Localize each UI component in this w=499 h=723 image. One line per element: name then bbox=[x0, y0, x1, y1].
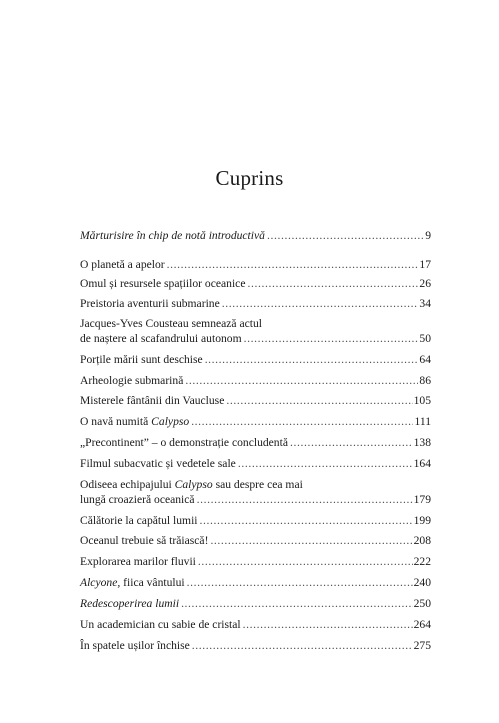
toc-entry[interactable] bbox=[80, 317, 431, 346]
dot-leader bbox=[192, 639, 413, 654]
entry-page-number: 26 bbox=[419, 277, 431, 290]
entry-page-number: 50 bbox=[419, 331, 431, 345]
dot-leader bbox=[244, 332, 419, 347]
dot-leader bbox=[238, 457, 413, 472]
toc-entry[interactable] bbox=[80, 277, 431, 292]
entry-title: Alcyone, fiica vântului bbox=[80, 576, 185, 589]
entry-title: Redescoperirea lumii bbox=[80, 597, 180, 610]
entry-title: O navă numită Calypso bbox=[80, 415, 190, 428]
toc-entry[interactable] bbox=[80, 478, 431, 507]
entry-title: de naștere al scafandrului autonom bbox=[80, 331, 242, 345]
dot-leader bbox=[267, 229, 424, 244]
entry-title-italic: Calypso bbox=[174, 478, 213, 491]
toc-entry[interactable] bbox=[80, 229, 431, 244]
dot-leader bbox=[226, 394, 412, 409]
entry-title: Arheologie submarină bbox=[80, 374, 184, 387]
toc-entry[interactable] bbox=[80, 394, 431, 409]
entry-page-number: 208 bbox=[413, 534, 431, 547]
entry-page-number: 105 bbox=[413, 394, 431, 407]
entry-title: „Precontinent” – o demonstrație concludentă bbox=[80, 436, 288, 449]
entry-title: O planetă a apelor bbox=[80, 258, 165, 271]
dot-leader bbox=[187, 576, 413, 591]
toc-entry[interactable] bbox=[80, 457, 431, 472]
dot-leader bbox=[198, 555, 413, 570]
toc-entry[interactable] bbox=[80, 258, 431, 273]
dot-leader bbox=[290, 436, 413, 451]
entry-page-number: 86 bbox=[419, 374, 431, 387]
toc-entry[interactable] bbox=[80, 415, 431, 430]
entry-page-number: 199 bbox=[413, 514, 431, 527]
dot-leader bbox=[167, 258, 419, 273]
toc-entry[interactable] bbox=[80, 297, 431, 312]
entry-title-italic: Calypso bbox=[151, 415, 190, 428]
toc-entry[interactable] bbox=[80, 436, 431, 451]
entry-title: Omul și resursele spațiilor oceanice bbox=[80, 277, 246, 290]
toc-entry[interactable] bbox=[80, 618, 431, 633]
entry-title: Preistoria aventurii submarine bbox=[80, 297, 220, 310]
entry-page-number: 111 bbox=[414, 415, 431, 428]
entry-title: Porțile mării sunt deschise bbox=[80, 353, 203, 366]
dot-leader bbox=[247, 277, 418, 292]
entry-page-number: 64 bbox=[419, 353, 431, 366]
entry-title: În spatele ușilor închise bbox=[80, 639, 190, 652]
entry-page-number: 250 bbox=[413, 597, 431, 610]
entry-page-number: 17 bbox=[419, 258, 431, 271]
toc-entry[interactable] bbox=[80, 353, 431, 368]
entry-title: lungă croazieră oceanică bbox=[80, 492, 195, 506]
entry-page-number: 138 bbox=[413, 436, 431, 449]
entry-title-line-1: Odiseea echipajului Calypso sau despre cea mai bbox=[80, 478, 303, 491]
dot-leader bbox=[222, 297, 419, 312]
entry-title: Oceanul trebuie să trăiască! bbox=[80, 534, 209, 547]
dot-leader bbox=[185, 374, 418, 389]
entry-title-line-1: Jacques-Yves Cousteau semnează actul bbox=[80, 317, 263, 330]
dot-leader bbox=[197, 493, 413, 508]
entry-page-number: 275 bbox=[413, 639, 431, 652]
dot-leader bbox=[210, 534, 412, 549]
entry-page-number: 179 bbox=[413, 492, 431, 506]
entry-title-italic: Alcyone, bbox=[80, 576, 121, 589]
dot-leader bbox=[205, 353, 419, 368]
entry-page-number: 222 bbox=[413, 555, 431, 568]
toc-entry[interactable] bbox=[80, 514, 431, 529]
toc-entry[interactable] bbox=[80, 597, 431, 612]
dot-leader bbox=[243, 618, 413, 633]
entry-title: Explorarea marilor fluvii bbox=[80, 555, 196, 568]
entry-page-number: 9 bbox=[425, 229, 431, 242]
toc-entry[interactable] bbox=[80, 374, 431, 389]
entry-title: Filmul subacvatic și vedetele sale bbox=[80, 457, 236, 470]
toc-entry[interactable] bbox=[80, 576, 431, 591]
dot-leader bbox=[200, 514, 413, 529]
entry-title: Mărturisire în chip de notă introductivă bbox=[80, 229, 265, 242]
toc-entry[interactable] bbox=[80, 534, 431, 549]
entry-title: Misterele fântânii din Vaucluse bbox=[80, 394, 225, 407]
entry-title: Călătorie la capătul lumii bbox=[80, 514, 198, 527]
entry-title: Un academician cu sabie de cristal bbox=[80, 618, 241, 631]
page-title: Cuprins bbox=[215, 166, 284, 190]
entry-page-number: 264 bbox=[413, 618, 431, 631]
toc-entry[interactable] bbox=[80, 639, 431, 654]
entry-page-number: 34 bbox=[419, 297, 431, 310]
dot-leader bbox=[191, 415, 413, 430]
dot-leader bbox=[181, 597, 413, 612]
entry-page-number: 240 bbox=[413, 576, 431, 589]
entry-page-number: 164 bbox=[413, 457, 431, 470]
toc-entry[interactable] bbox=[80, 555, 431, 570]
